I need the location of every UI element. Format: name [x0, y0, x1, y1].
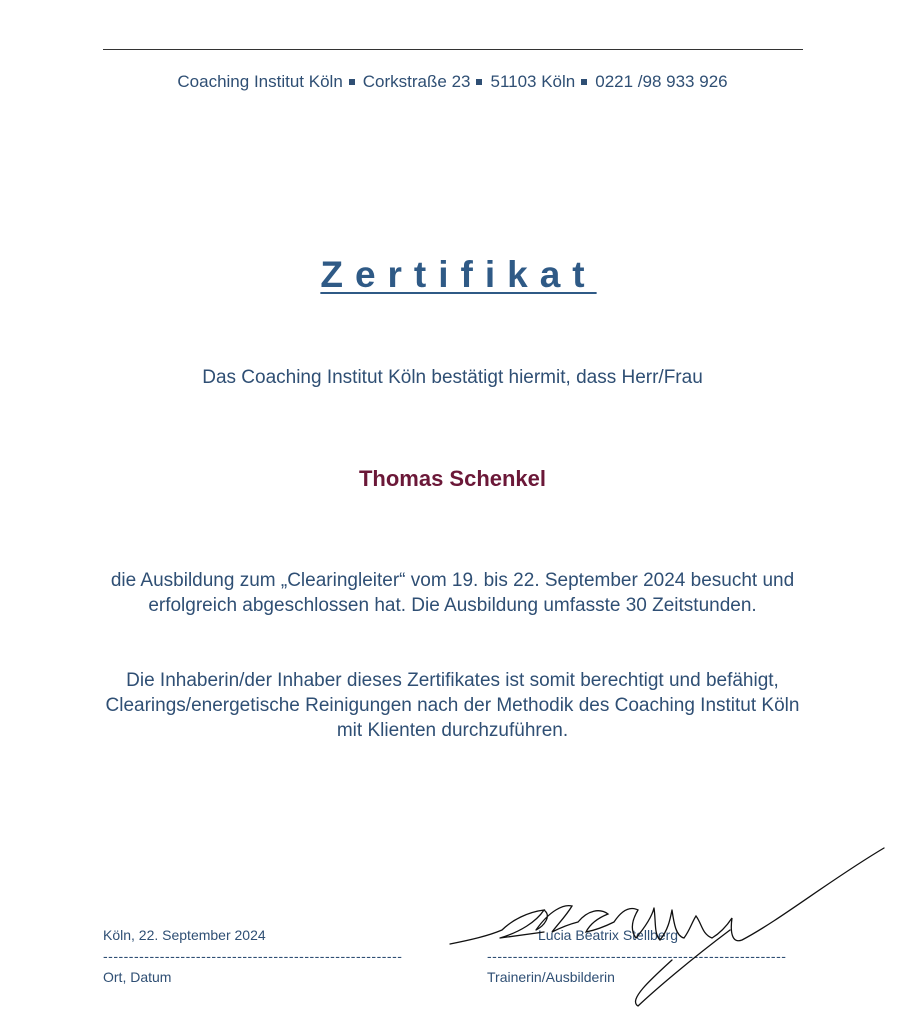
trainer-name: Lucia Beatrix Stellberg — [538, 927, 679, 943]
street: Corkstraße 23 — [362, 72, 471, 91]
trainer-signature-line: ---------------------------------------------------------- — [487, 948, 787, 964]
intro-text: Das Coaching Institut Köln bestätigt hiermit, dass Herr/Frau — [202, 367, 703, 388]
recipient-name: Thomas Schenkel — [358, 466, 547, 491]
place-date: Köln, 22. September 2024 — [103, 927, 266, 943]
place-date-label: Ort, Datum — [103, 969, 172, 985]
handwritten-signature — [440, 840, 890, 1010]
institute-name: Coaching Institut Köln — [177, 72, 343, 91]
trainer-label: Trainerin/Ausbilderin — [487, 969, 615, 985]
address-line — [0, 72, 905, 92]
authorization-paragraph: Die Inhaberin/der Inhaber dieses Zertifikates ist somit berechtigt und befähigt, Clearings/energetische Reinigungen nach der Methodik des Coaching Institut Köln mit Klienten durchzuführen. — [105, 670, 800, 741]
separator-square-icon — [581, 79, 587, 85]
phone: 0221 /98 933 926 — [595, 72, 728, 91]
separator-square-icon — [349, 79, 355, 85]
separator-square-icon — [476, 79, 482, 85]
certificate-title-text: Zertifikat — [320, 254, 597, 295]
place-date-line: ---------------------------------------------------------- — [103, 948, 403, 964]
top-rule — [103, 49, 803, 50]
certificate-title — [0, 254, 905, 296]
city: 51103 Köln — [490, 72, 576, 91]
training-paragraph: die Ausbildung zum „Clearingleiter“ vom 19. bis 22. September 2024 besucht und erfolgreich abgeschlossen hat. Die Ausbildung umfasste 30 Zeitstunden. — [110, 570, 795, 616]
